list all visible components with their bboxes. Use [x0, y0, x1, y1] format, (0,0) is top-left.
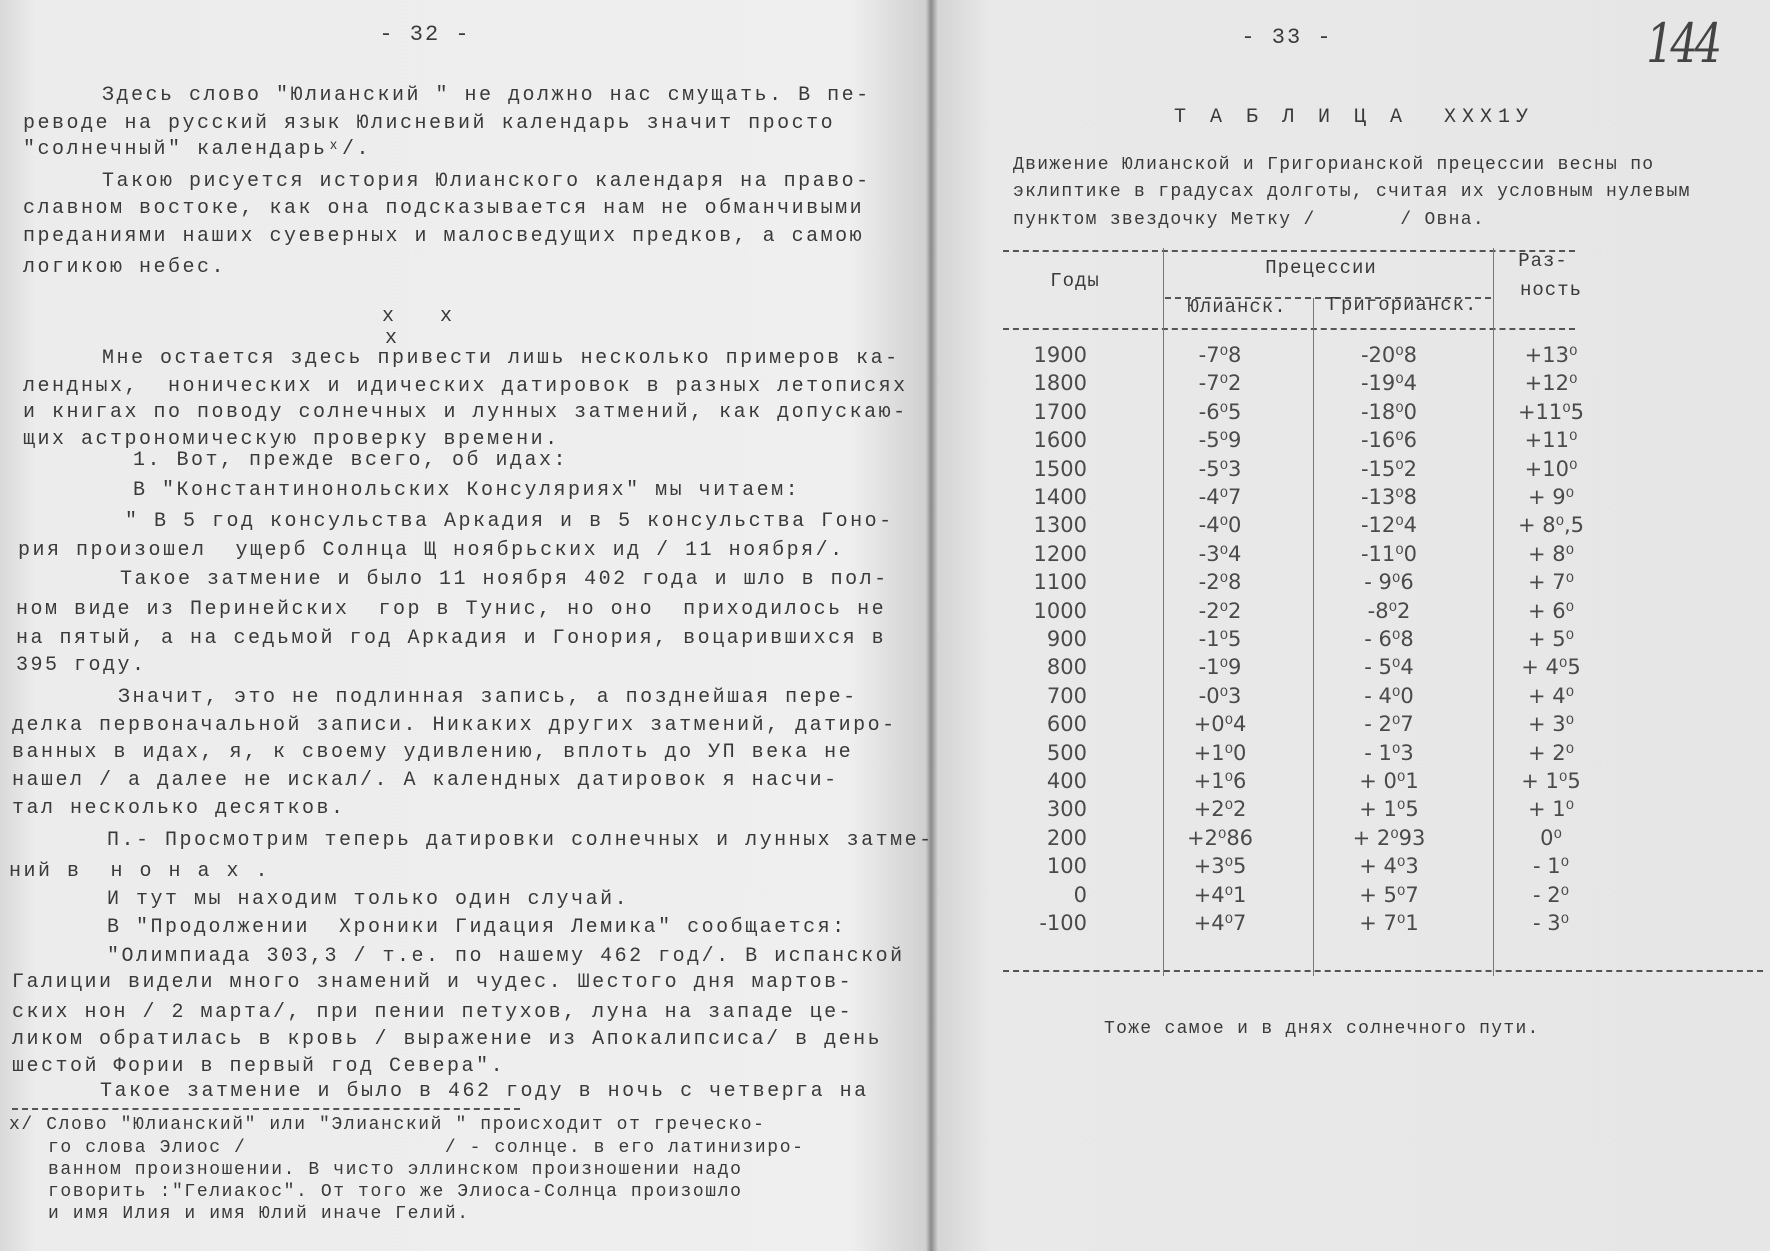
cell-julian: -1⁰9	[1198, 655, 1242, 680]
cell-year: 200	[1046, 825, 1087, 850]
text-line: славном востоке, как она подсказывается нам не обманчивыми	[23, 197, 865, 220]
text-line: "солнечный" календарьˣ/.	[23, 138, 372, 161]
cell-year: 1900	[1033, 343, 1087, 367]
text-line: щих астрономическую проверку времени.	[23, 428, 560, 451]
cell-difference: + 9⁰	[1527, 485, 1575, 509]
cell-julian: -3⁰4	[1198, 541, 1242, 566]
cell-difference: + 8⁰,5	[1517, 513, 1585, 538]
text-line: делка первоначальной записи. Никаких других затмений, датиро-	[12, 714, 897, 737]
text-line: тал несколько десятков.	[12, 797, 346, 820]
cell-difference: +13⁰	[1524, 343, 1578, 367]
table-top-rule	[1003, 250, 1575, 252]
cell-year: 900	[1046, 627, 1087, 651]
text-line: ских нон / 2 марта/, при пении петухов, луна на западе це-	[12, 1001, 854, 1024]
cell-gregorian: - 6⁰8	[1364, 627, 1414, 651]
cell-gregorian: - 2⁰7	[1364, 712, 1414, 737]
cell-julian: -7⁰2	[1198, 371, 1242, 396]
cell-julian: -4⁰0	[1198, 513, 1242, 538]
cell-julian: +4⁰7	[1193, 911, 1247, 935]
cell-difference: + 1⁰	[1527, 797, 1575, 822]
cell-year: 800	[1046, 655, 1087, 680]
text-line: 1. Вот, прежде всего, об идах:	[133, 449, 569, 472]
text-line: Такое затмение и было 11 ноября 402 года и шло в пол-	[120, 568, 889, 591]
text-line: П.- Просмотрим теперь датировки солнечных и лунных затме-	[107, 829, 934, 852]
table-caption-line: пунктом звездочку Метку / / Овна.	[1013, 210, 1485, 230]
text-line: В "Продолжении Хроники Гидация Лемика" сообщается:	[107, 916, 847, 939]
cell-julian: -7⁰8	[1198, 343, 1242, 367]
text-line: шестой Фории в первый год Севера".	[12, 1055, 506, 1078]
cell-year: 500	[1046, 740, 1087, 765]
header-gregorian: Григорианск.	[1328, 294, 1478, 316]
cell-gregorian: -12⁰4	[1360, 513, 1418, 538]
page-number: - 33 -	[1241, 25, 1333, 50]
text-line: ликом обратилась в кровь / выражение из Апокалипсиса/ в день	[12, 1028, 883, 1051]
cell-difference: + 2⁰	[1527, 740, 1575, 765]
handwritten-folio-number: 144	[1646, 12, 1719, 75]
footnote-line: говорить :"Гелиакос". От того же Элиоса-Солнца произошло	[48, 1182, 743, 1202]
cell-year: 300	[1046, 797, 1087, 822]
cell-julian: -5⁰9	[1198, 428, 1242, 453]
footnote-line: го слова Элиос / / - солнце. в его латинизиро-	[48, 1138, 805, 1158]
footnote-line: и имя Илия и имя Юлий иначе Гелий.	[48, 1204, 470, 1224]
cell-julian: -2⁰2	[1198, 598, 1242, 623]
cell-gregorian: -16⁰6	[1360, 428, 1418, 453]
cell-gregorian: -15⁰2	[1360, 456, 1418, 481]
cell-year: 1200	[1033, 541, 1087, 566]
cell-difference: +12⁰	[1524, 371, 1578, 396]
cell-gregorian: -19⁰4	[1360, 371, 1418, 396]
header-julian: Юлианск.	[1187, 296, 1287, 318]
text-line: 395 году.	[16, 654, 147, 677]
table-caption-line: эклиптике в градусах долготы, считая их условным нулевым	[1013, 182, 1691, 202]
cell-difference: 0⁰	[1540, 825, 1562, 850]
text-line: х х	[382, 305, 455, 328]
text-line: Здесь слово "Юлианский " не должно нас смущать. В пе-	[102, 84, 871, 107]
cell-julian: -5⁰3	[1198, 456, 1242, 481]
text-line: и книгах по поводу солнечных и лунных затмений, как допускаю-	[23, 401, 908, 424]
text-line: х	[385, 327, 400, 350]
cell-difference: + 8⁰	[1527, 541, 1575, 566]
cell-gregorian: - 1⁰3	[1364, 740, 1414, 765]
table-bottom-rule	[1003, 970, 1763, 972]
cell-gregorian: -13⁰8	[1360, 485, 1418, 509]
cell-difference: +11⁰	[1524, 428, 1578, 453]
cell-gregorian: -20⁰8	[1360, 343, 1418, 367]
table-note: Тоже самое и в днях солнечного пути.	[1104, 1019, 1540, 1039]
cell-gregorian: + 4⁰3	[1359, 854, 1419, 879]
cell-difference: +10⁰	[1524, 456, 1578, 481]
cell-year: 1400	[1033, 485, 1087, 509]
cell-year: 1700	[1033, 399, 1087, 424]
text-line: Значит, это не подлинная запись, а позднейшая пере-	[118, 686, 858, 709]
table-title: Т А Б Л И Ц А XXX1У	[1174, 106, 1535, 129]
right-page	[937, 0, 1770, 1251]
column-divider	[1163, 248, 1164, 976]
text-line: нашел / а далее не искал/. А календных датировок я насчи-	[12, 769, 839, 792]
cell-gregorian: -8⁰2	[1367, 598, 1411, 623]
cell-year: 700	[1046, 683, 1087, 708]
page-number: - 32 -	[379, 22, 471, 47]
text-line: логикою небес.	[23, 256, 227, 279]
cell-gregorian: + 0⁰1	[1359, 769, 1419, 793]
text-line: И тут мы находим только один случай.	[107, 888, 630, 911]
cell-difference: + 5⁰	[1527, 627, 1575, 651]
cell-difference: - 1⁰	[1532, 854, 1570, 879]
table-caption-line: Движение Юлианской и Григорианской прецессии весны по	[1013, 155, 1655, 175]
header-precession: Прецессии	[1265, 257, 1377, 279]
cell-julian: +4⁰1	[1193, 882, 1247, 907]
cell-julian: -1⁰5	[1198, 627, 1242, 651]
cell-gregorian: -11⁰0	[1360, 541, 1418, 566]
cell-difference: + 4⁰	[1527, 683, 1575, 708]
header-difference-cont: ность	[1519, 279, 1583, 301]
text-line: лендных, нонических и идических датировок в разных летописях	[23, 375, 908, 398]
cell-year: 1300	[1033, 513, 1087, 538]
cell-julian: +1⁰6	[1193, 769, 1247, 793]
cell-difference: + 7⁰	[1527, 570, 1575, 595]
footnote-divider	[12, 1108, 520, 1110]
cell-year: 0	[1073, 882, 1087, 907]
cell-gregorian: - 5⁰4	[1364, 655, 1414, 680]
cell-gregorian: + 5⁰7	[1359, 882, 1419, 907]
cell-gregorian: - 9⁰6	[1364, 570, 1414, 595]
cell-year: 1600	[1033, 428, 1087, 453]
cell-julian: -6⁰5	[1198, 399, 1242, 424]
cell-julian: +2⁰86	[1186, 825, 1254, 850]
header-years: Годы	[1050, 270, 1100, 292]
cell-julian: -4⁰7	[1198, 485, 1242, 509]
cell-difference: - 3⁰	[1532, 911, 1570, 935]
cell-year: 1000	[1033, 598, 1087, 623]
cell-gregorian: + 7⁰1	[1359, 911, 1419, 935]
cell-year: 1800	[1033, 371, 1087, 396]
footnote-line: х/ Слово "Юлианский" или "Элианский " происходит от греческо-	[9, 1115, 766, 1135]
cell-gregorian: + 2⁰93	[1352, 825, 1426, 850]
text-line: "Олимпиада 303,3 / т.е. по нашему 462 год/. В испанской	[107, 945, 905, 968]
text-line: Галиции видели много знамений и чудес. Шестого дня мартов-	[12, 971, 854, 994]
cell-julian: +0⁰4	[1193, 712, 1247, 737]
cell-julian: +1⁰0	[1193, 740, 1247, 765]
cell-year: 600	[1046, 712, 1087, 737]
cell-julian: -0⁰3	[1198, 683, 1242, 708]
text-line: Такое затмение и было в 462 году в ночь с четверга на	[100, 1080, 869, 1103]
cell-difference: - 2⁰	[1532, 882, 1570, 907]
table-header-rule	[1003, 328, 1575, 330]
cell-julian: -2⁰8	[1198, 570, 1242, 595]
text-line: В "Константинонольских Консуляриях" мы читаем:	[133, 479, 801, 502]
text-line: Такою рисуется история Юлианского календаря на право-	[102, 170, 871, 193]
text-line: ванных в идах, я, к своему удивлению, вплоть до УП века не	[12, 741, 854, 764]
text-line: преданиями наших суеверных и малосведущих предков, а самою	[23, 225, 865, 248]
cell-gregorian: + 1⁰5	[1359, 797, 1419, 822]
cell-year: -100	[1039, 911, 1087, 935]
text-line: Мне остается здесь привести лишь несколько примеров ка-	[102, 347, 900, 370]
cell-difference: + 6⁰	[1527, 598, 1575, 623]
text-line: ном виде из Перинейских гор в Тунис, но оно приходилось не	[16, 598, 887, 621]
cell-year: 400	[1046, 769, 1087, 793]
cell-year: 1500	[1033, 456, 1087, 481]
cell-year: 1100	[1033, 570, 1087, 595]
cell-gregorian: - 4⁰0	[1364, 683, 1414, 708]
text-line: " В 5 год консульства Аркадия и в 5 консульства Гоно-	[125, 510, 894, 533]
cell-difference: + 4⁰5	[1521, 655, 1581, 680]
cell-gregorian: -18⁰0	[1360, 399, 1418, 424]
column-divider	[1493, 248, 1494, 976]
header-difference: Раз-	[1518, 250, 1568, 272]
text-line: ний в н о н а х .	[9, 860, 271, 883]
cell-julian: +3⁰5	[1193, 854, 1247, 879]
cell-year: 100	[1046, 854, 1087, 879]
text-line: реводе на русский язык Юлисневий календарь значит просто	[23, 112, 836, 135]
cell-julian: +2⁰2	[1193, 797, 1247, 822]
cell-difference: +11⁰5	[1517, 399, 1585, 424]
cell-difference: + 3⁰	[1527, 712, 1575, 737]
column-divider	[1313, 298, 1314, 976]
text-line: на пятый, а на седьмой год Аркадия и Гонория, воцарившихся в	[16, 627, 887, 650]
cell-difference: + 1⁰5	[1521, 769, 1581, 793]
footnote-line: ванном произношении. В чисто эллинском произношении надо	[48, 1160, 743, 1180]
text-line: рия произошел ущерб Солнца Щ ноябрьских ид / 11 ноября/.	[18, 539, 845, 562]
